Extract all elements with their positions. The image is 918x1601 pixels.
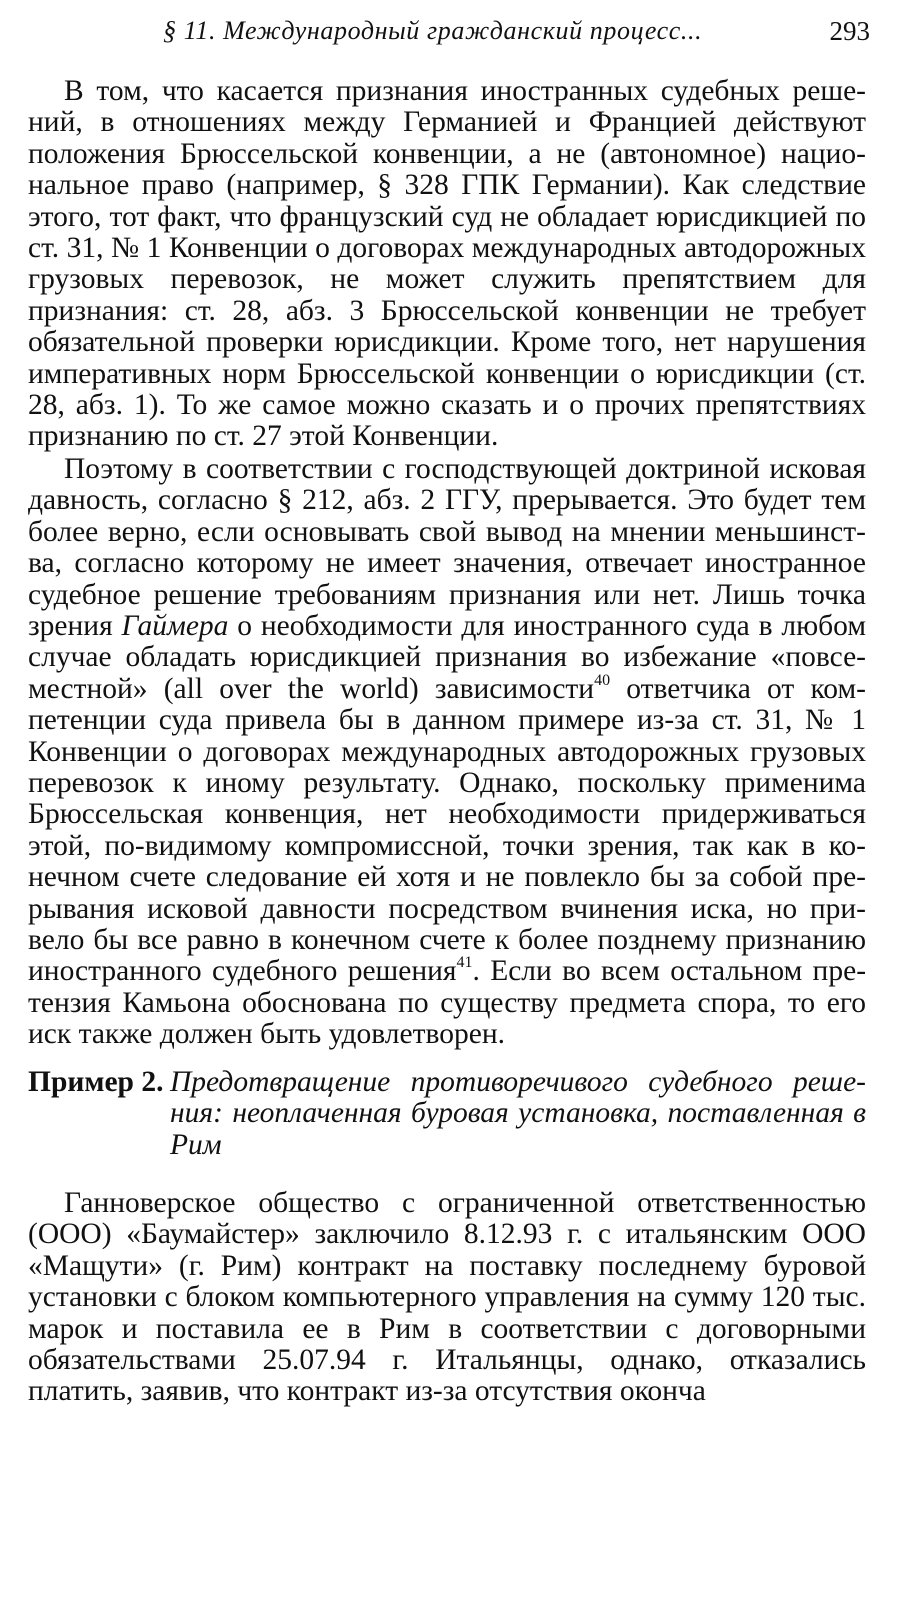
running-title: § 11. Международный гражданский процесс... xyxy=(163,16,703,45)
body-text-upper xyxy=(28,76,866,1051)
paragraph-limitation xyxy=(28,454,866,1051)
footnote-marker: 41 xyxy=(456,954,473,972)
example-heading xyxy=(28,1067,866,1161)
paragraph-text: Поэтому в соответствии с господствующей доктриной исковая давность, согласно § 212, абз. 2 ГГУ, прерывается. Это будет тем более верно, если основывать свой вывод на мнении меньшинства, согласно которому не имеет значения, отвечает иностранное судебное решение требованиям признания или нет. Лишь точка зрения xyxy=(28,452,866,642)
paragraph-text: . Если во всем остальном претензия Камьона обоснована по существу предмета спора, то его иск также должен быть удовлетворен. xyxy=(28,955,867,1051)
paragraph-text: о необходимости для иностранного суда в любом случае обладать юрисдикцией признания во избежание «повсеместной» (all over the world) зависимости xyxy=(28,609,866,705)
paragraph-text: ответчика от компетенции суда привела бы в данном примере из-за ст. 31, № 1 Конвенции о договорах международных автодорожных грузовых перевозок к иному результату. Однако, поскольку применима Брюссельская конвенция, нет необходимости придерживаться этой, по-видимому компромиссной, точки зрения, так как в конечном счете следование ей хотя и не повлекло бы за собой прерывания исковой давности посредством вчинения иска, но привело бы все равно в конечном счете к более позднему признанию иностранного судебного решения xyxy=(28,672,866,988)
example-title: Предотвращение противоречивого судебного решения: неоплаченная буровая установка, поставленная в Рим xyxy=(170,1066,866,1161)
author-name: Гаймера xyxy=(121,609,229,642)
body-text-lower xyxy=(28,1188,866,1408)
paragraph-recognition: В том, что касается признания иностранных судебных решений, в отношениях между Германией и Францией действуют положения Брюссельской конвенции, а не (автономное) национальное право (например, § 328 ГПК Германии). Как следствие этого, тот факт, что французский суд не обладает юрисдикцией по ст. 31, № 1 Конвенции о договорах международных автодорожных грузовых перевозок, не может служить препятствием для признания: ст. 28, абз. 3 Брюссельской конвенции не требует обязательной проверки юрисдикции. Кроме того, нет нарушения императивных норм Брюссельской конвенции о юрисдикции (ст. 28, абз. 1). То же самое можно сказать и о прочих препятствиях признанию по ст. 27 этой Конвенции. xyxy=(28,75,866,453)
paragraph-case-facts: Ганноверское общество с ограниченной ответственностью (ООО) «Баумайстер» заключило 8.12.93 г. с итальянским ООО «Мащути» (г. Рим) контракт на поставку последнему буровой установки с блоком компьютерного управления на сумму 120 тыс. марок и поставила ее в Рим в соответствии с договорными обязательствами 25.07.94 г. Итальянцы, однако, отказались платить, заявив, что контракт из-за отсутствия оконча xyxy=(28,1187,866,1408)
footnote-marker: 40 xyxy=(594,671,611,689)
example-label: Пример 2. xyxy=(28,1066,164,1098)
page-number: 293 xyxy=(829,16,870,46)
